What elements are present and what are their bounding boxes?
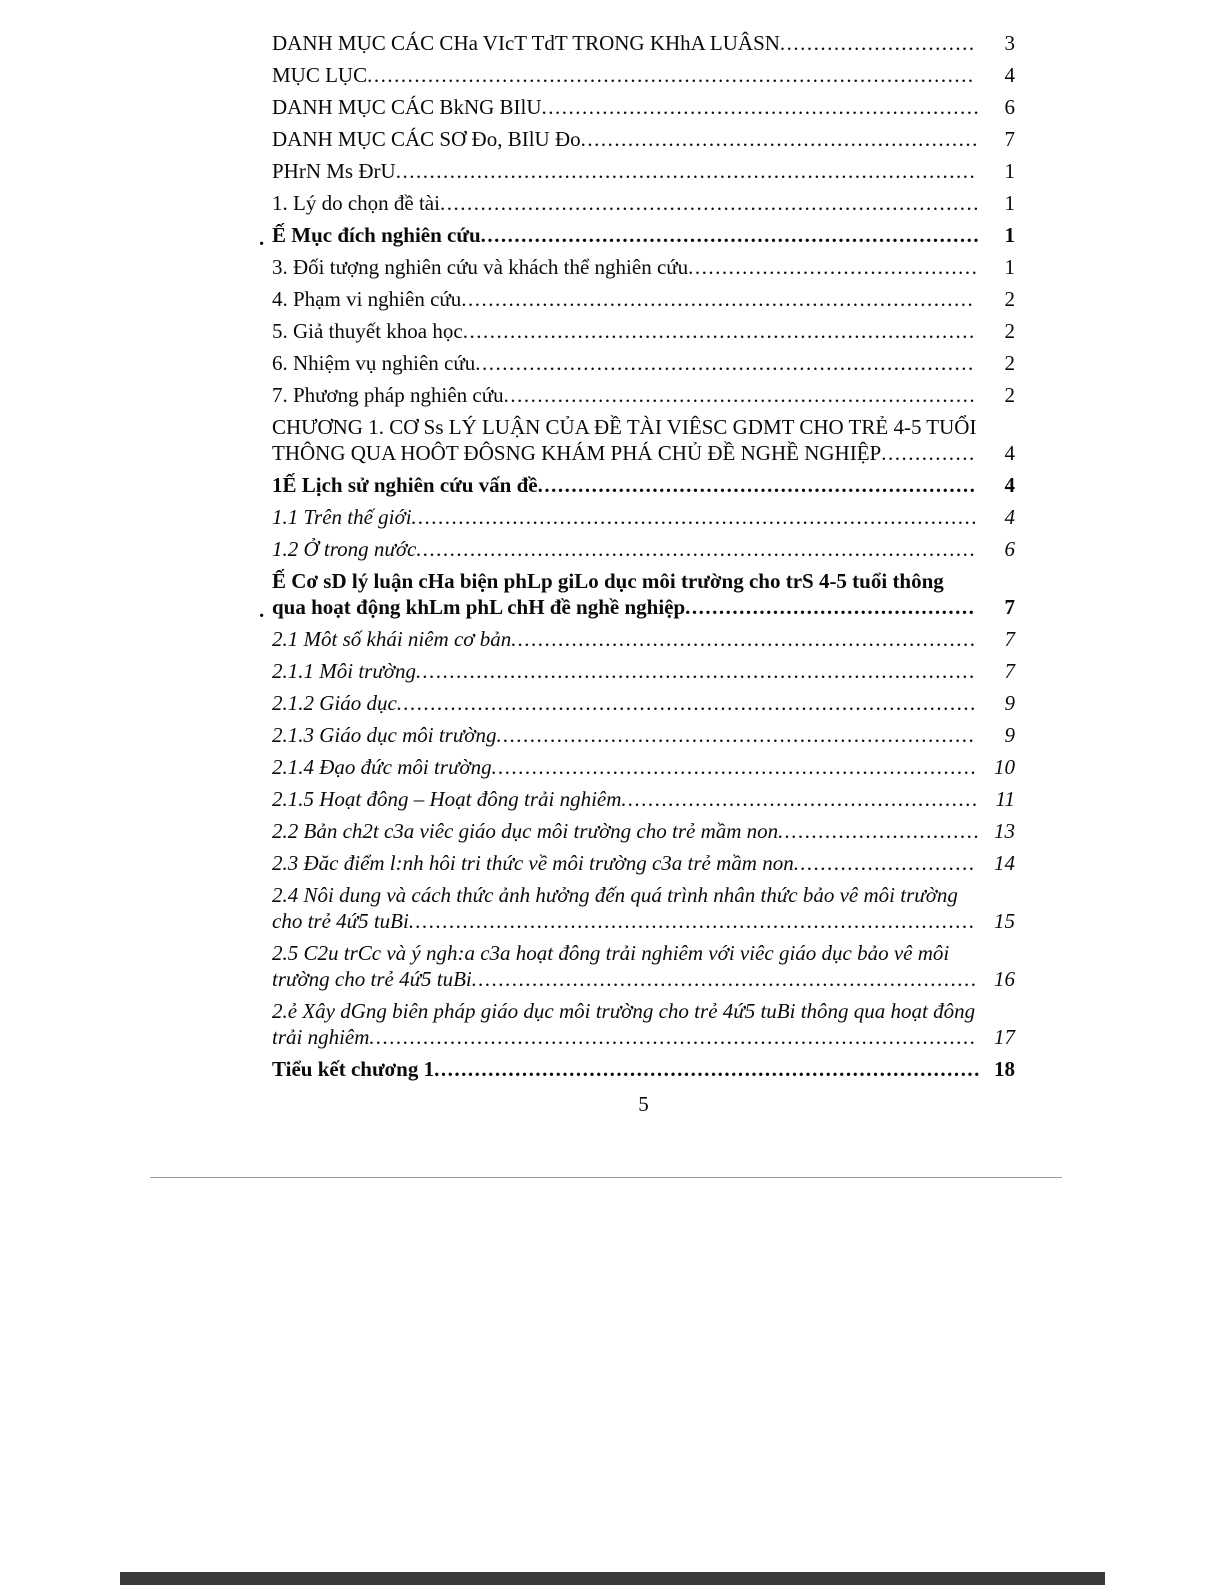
toc-entry-title: 6. Nhiệm vụ nghiên cứu (272, 351, 476, 375)
toc-entry (272, 350, 1015, 376)
dot-leader: ................................................................................ (439, 191, 980, 215)
toc-entry-page: 6 (1004, 537, 1015, 561)
toc-entry-page: 13 (994, 819, 1015, 843)
dot-leader: ................................................................. (537, 473, 977, 497)
toc-entry-title: Ế Mục đích nghiên cứu (272, 223, 481, 247)
toc-entry-page: 16 (994, 967, 1015, 991)
dot-leader: ...................................................................... (503, 383, 977, 407)
toc-entry-title: 2.4 Nôi dung và cách thức ảnh hưởng đến quá trình nhân thức bảo vê môi trường cho trẻ 4ứ5 tuBi (272, 883, 958, 933)
dot-leader: .......................................................................... (475, 351, 975, 375)
toc-entry-page: 4 (1004, 473, 1015, 497)
toc-entry (272, 818, 1015, 844)
toc-entry (259, 222, 1015, 250)
toc-entry-page: 9 (1004, 723, 1015, 747)
next-page-edge (120, 1572, 1105, 1585)
toc-entry-title: 3. Đối tượng nghiên cứu và khách thể nghiên cứu (272, 255, 689, 279)
dot-leader: .......................................................................................... (369, 1025, 977, 1049)
dot-leader: ...................................................................................... (395, 159, 977, 183)
toc-entry (272, 658, 1015, 684)
toc-entry-title: 1.1 Trên thế giới (272, 505, 412, 529)
toc-entry-page: 10 (994, 755, 1015, 779)
toc-entry-title: 5. Giả thuyết khoa học (272, 319, 463, 343)
dot-leader: ................................................................................... (416, 537, 977, 561)
toc-entry-page: 7 (1004, 627, 1015, 651)
toc-entry-page: 9 (1004, 691, 1015, 715)
toc-entry (272, 472, 1015, 498)
toc-entry (272, 382, 1015, 408)
dot-leader: .............................. (778, 819, 981, 843)
toc-entry-page: 4 (1004, 63, 1015, 87)
toc-entry-page: 14 (994, 851, 1015, 875)
toc-entry-title: 2.2 Bản ch2t c3a viêc giáo dục môi trường cho trẻ mầm non (272, 819, 779, 843)
dot-leader: ................................................................................... (416, 659, 977, 683)
toc-entry-page: 6 (1004, 95, 1015, 119)
dot-leader: ..................................................... (621, 787, 980, 811)
toc-entry-title: 2.1.1 Môi trường (272, 659, 416, 683)
leading-dot: . (259, 598, 265, 622)
dot-leader: ...................................................................................... (396, 691, 978, 715)
dot-leader: ............................................................................ (462, 319, 976, 343)
dot-leader: ................................................................. (541, 95, 981, 119)
toc-entry-title: 2.1.4 Đạo đức môi trường (272, 755, 492, 779)
toc-entry-page: 1 (1004, 223, 1015, 247)
toc-entry-page: 4 (1004, 505, 1015, 529)
dot-leader: ........................... (793, 851, 976, 875)
toc-entry (272, 158, 1015, 184)
toc-entry (272, 1056, 1015, 1082)
toc-entry-page: 3 (1004, 31, 1015, 55)
toc-entry-title: 7. Phương pháp nghiên cứu (272, 383, 504, 407)
toc-entry-title: 2.1.5 Hoạt đông – Hoạt đông trải nghiêm (272, 787, 622, 811)
toc-entry (272, 940, 1015, 992)
toc-entry-title: 2.ẻ Xây dGng biên pháp giáo dục môi trường cho trẻ 4ứ5 tuBi thông qua hoạt đông trải nghiêm (272, 999, 976, 1049)
toc-entry (259, 568, 1015, 622)
toc-entry-title: 2.1.2 Giáo dục (272, 691, 397, 715)
dot-leader: .................................................................................... (411, 505, 979, 529)
dot-leader: .................................................................................... (408, 909, 976, 933)
toc-entry-title: 2.3 Đăc điểm l:nh hôi tri thức về môi trường c3a trẻ mầm non (272, 851, 794, 875)
toc-entry (272, 690, 1015, 716)
toc-entry (272, 126, 1015, 152)
toc-entry-page: 1 (1004, 191, 1015, 215)
toc-entry-page: 7 (1004, 127, 1015, 151)
page-number-footer: 5 (638, 1092, 649, 1116)
toc-entry (272, 626, 1015, 652)
toc-entry (272, 94, 1015, 120)
dot-leader: ........................................................................... (471, 967, 979, 991)
dot-leader: ........................................................... (580, 127, 979, 151)
toc-entry (272, 754, 1015, 780)
dot-leader: ........................................................................ (491, 755, 978, 779)
toc-entry-page: 2 (1004, 383, 1015, 407)
toc-entry-page: 1 (1004, 255, 1015, 279)
toc-entry-title: 1. Lý do chọn đề tài (272, 191, 440, 215)
toc-entry (272, 786, 1015, 812)
toc-entry-page: 11 (995, 787, 1015, 811)
toc-entry-page: 1 (1004, 159, 1015, 183)
toc-entry-title: CHƯƠNG 1. CƠ Ss LÝ LUẬN CỦA ĐỀ TÀI VIÊSC GDMT CHO TRẺ 4-5 TUỔI THÔNG QUA HOÔT ĐÔSNG KHÁM PHÁ CHỦ ĐỀ NGHỀ NGHIỆP (272, 415, 977, 465)
toc-entry (272, 62, 1015, 88)
toc-entry-title: DANH MỤC CÁC SƠ Đo, BIlU Đo (272, 127, 581, 151)
toc-entry-page: 7 (1004, 659, 1015, 683)
toc-entry (272, 318, 1015, 344)
leading-dot: . (259, 226, 265, 250)
toc-content (259, 30, 1015, 1117)
toc-entry-page: 2 (1004, 287, 1015, 311)
dot-leader: ................................................................................. (434, 1057, 981, 1081)
toc-entry (272, 882, 1015, 934)
toc-entry (272, 254, 1015, 280)
toc-entry-title: 2.1.3 Giáo dục môi trường (272, 723, 497, 747)
toc-entry-page: 18 (994, 1057, 1015, 1081)
toc-entry-title: DANH MỤC CÁC CHa VIcT TdT TRONG KHhA LUÂSN (272, 31, 780, 55)
toc-entry (272, 722, 1015, 748)
toc-entry-page: 2 (1004, 351, 1015, 375)
dot-leader: ..................................................................... (511, 627, 978, 651)
toc-entry (272, 286, 1015, 312)
dot-leader: .............. (881, 441, 976, 465)
toc-entry (272, 850, 1015, 876)
footer-divider-line (150, 1177, 1062, 1178)
toc-entry-title: Tiểu kết chương 1 (272, 1057, 435, 1081)
toc-entry-title: DANH MỤC CÁC BkNG BIlU (272, 95, 542, 119)
toc-entry (272, 190, 1015, 216)
toc-entry-page: 2 (1004, 319, 1015, 343)
toc-entry-title: 1.2 Ở trong nước (272, 537, 417, 561)
toc-entry-page: 7 (1004, 595, 1015, 619)
toc-entry (272, 504, 1015, 530)
dot-leader: .......................................................................... (480, 223, 981, 247)
toc-entry-title: PHrN Ms ĐrU (272, 159, 396, 183)
toc-entry-page: 4 (1004, 441, 1015, 465)
toc-entry-title: 4. Phạm vi nghiên cứu (272, 287, 462, 311)
toc-entry (272, 414, 1015, 466)
toc-entry-title: 2.1 Môt số khái niêm cơ bản (272, 627, 512, 651)
toc-entry-title: 1Ế Lịch sử nghiên cứu vấn đề (272, 473, 538, 497)
toc-entry (272, 536, 1015, 562)
toc-entry-title: Ế Cơ sD lý luận cHa biện phLp giLo dục môi trường cho trS 4-5 tuổi thông qua hoạt động khLm phL chH đề nghề nghiệp (272, 569, 944, 619)
toc-entry (272, 998, 1015, 1050)
dot-leader: ............................. (779, 31, 976, 55)
toc-entry-page: 17 (994, 1025, 1015, 1049)
dot-leader: ........................................... (685, 595, 976, 619)
dot-leader: ............................................................................ (461, 287, 975, 311)
toc-entry-page: 15 (994, 909, 1015, 933)
toc-entry-title: MỤC LỤC (272, 63, 368, 87)
toc-entry (272, 30, 1015, 56)
dot-leader: .......................................................................................... (367, 63, 975, 87)
toc-entry-title: 2.5 C2u trCc và ý ngh:a c3a hoạt đông trải nghiêm với viêc giáo dục bảo vê môi trường cho trẻ 4ứ5 tuBi (272, 941, 950, 991)
toc-list (259, 30, 1015, 1082)
dot-leader: ........................................... (688, 255, 979, 279)
dot-leader: ....................................................................... (496, 723, 976, 747)
